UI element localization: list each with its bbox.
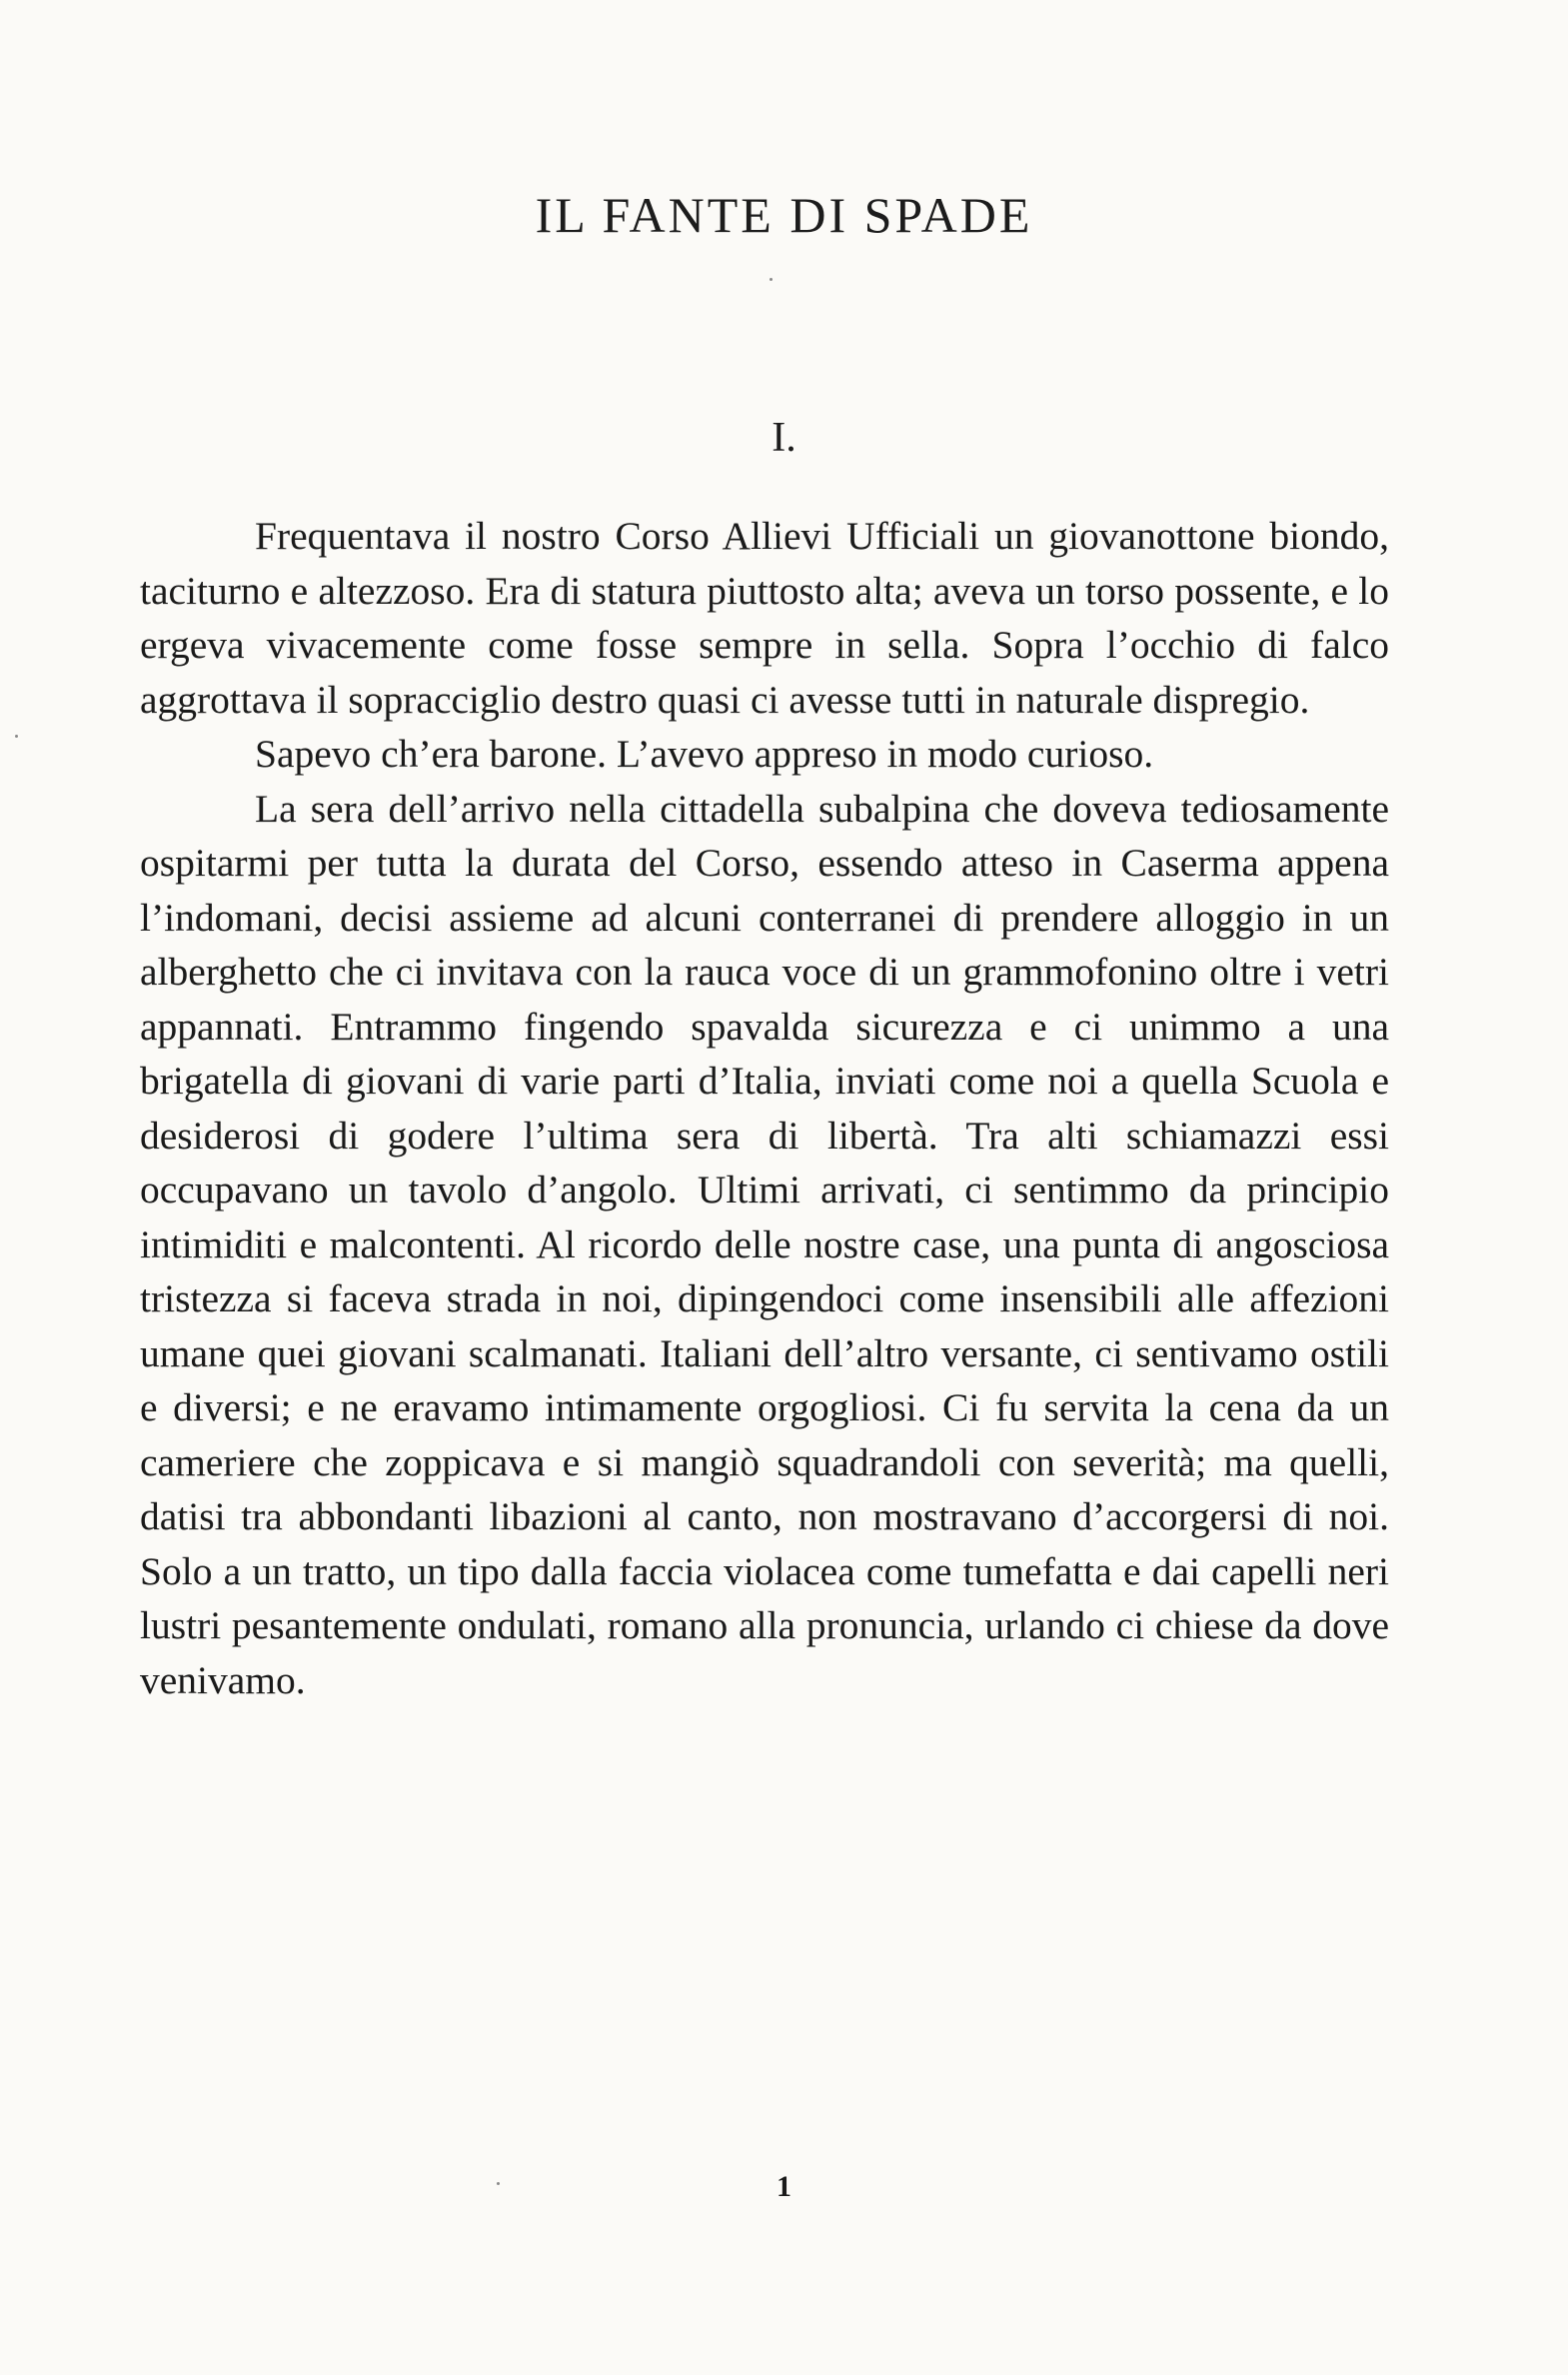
paper-speck bbox=[770, 278, 773, 281]
paragraph-3: La sera dell’arrivo nella cittadella subalpina che doveva tediosamente ospitarmi per tutta la durata del Corso, essendo atteso in Caserma appena l’indomani, decisi assieme ad alcuni conterranei di prendere alloggio in un alberghetto che ci invitava con la rauca voce di un grammofonino oltre i vetri appannati. Entrammo fingendo spavalda sicurezza e ci unimmo a una brigatella di giovani di varie parti d’Italia, inviati come noi a quella Scuola e desiderosi di godere l’ultima sera di libertà. Tra alti schiamazzi essi occupavano un tavolo d’angolo. Ultimi arrivati, ci sentimmo da principio intimiditi e malcontenti. Al ricordo delle nostre case, una punta di angosciosa tristezza si faceva strada in noi, dipingendoci come insensibili alle affezioni umane quei giovani scalmanati. Italiani dell’altro versante, ci sentivamo ostili e diversi; e ne eravamo intimamente orgogliosi. Ci fu servita la cena da un cameriere che zoppicava e si mangiò squadrandoli con severità; ma quelli, datisi tra abbondanti libazioni al canto, non mostravano d’accorgersi di noi. Solo a un tratto, un tipo dalla faccia violacea come tumefatta e dai capelli neri lustri pesantemente ondulati, romano alla pronuncia, urlando ci chiese da dove venivamo. bbox=[140, 786, 1389, 1702]
chapter-title: IL FANTE DI SPADE bbox=[535, 187, 1033, 243]
paper-speck bbox=[15, 735, 18, 738]
paragraph-1: Frequentava il nostro Corso Allievi Ufficiali un giovanottone biondo, taciturno e altezzoso. Era di statura piuttosto alta; aveva un torso possente, e lo ergeva vivacemente come fosse sempre in sella. Sopra l’occhio di falco aggrottava il sopracciglio destro quasi ci avesse tutti in naturale dispregio. bbox=[140, 514, 1389, 722]
body-text bbox=[140, 509, 1389, 1707]
section-number: I. bbox=[772, 415, 796, 461]
paper-speck bbox=[497, 2182, 500, 2185]
paragraph-2: Sapevo ch’era barone. L’avevo appreso in modo curioso. bbox=[255, 732, 1154, 776]
page-number: 1 bbox=[777, 2170, 791, 2203]
